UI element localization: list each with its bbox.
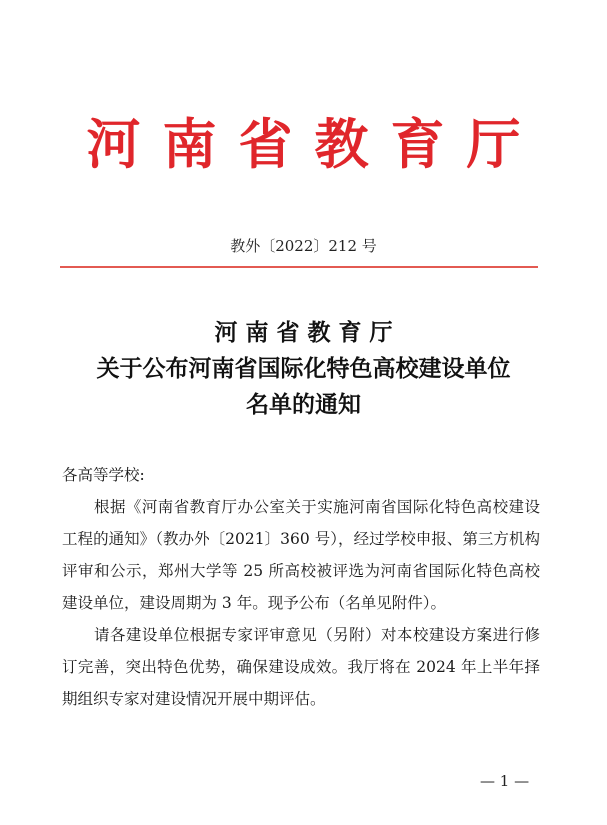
body-paragraph-1: 根据《河南省教育厅办公室关于实施河南省国际化特色高校建设工程的通知》（教办外〔2021〕360 号），经过学校申报、第三方机构评审和公示，郑州大学等 25 所高校被评选为河南省国际化特色高校建设单位，建设周期为 3 年。现予公布（名单见附件）。 [62, 498, 540, 612]
document-number: 教外〔2022〕212 号 [230, 237, 377, 255]
title-line-1: 河南省教育厅 [214, 319, 401, 346]
title-line-3: 名单的通知 [246, 391, 361, 418]
issuing-organization-header: 河南省教育厅 [86, 112, 543, 176]
document-title [0, 315, 607, 423]
salutation: 各高等学校: [62, 466, 145, 484]
red-divider-line [60, 266, 538, 268]
body-paragraph-2: 请各建设单位根据专家评审意见（另附）对本校建设方案进行修订完善，突出特色优势，确保建设成效。我厅将在 2024 年上半年择期组织专家对建设情况开展中期评估。 [62, 626, 540, 708]
page-number: — 1 — [480, 772, 530, 790]
document-body [62, 459, 540, 715]
title-line-2: 关于公布河南省国际化特色高校建设单位 [96, 355, 511, 382]
